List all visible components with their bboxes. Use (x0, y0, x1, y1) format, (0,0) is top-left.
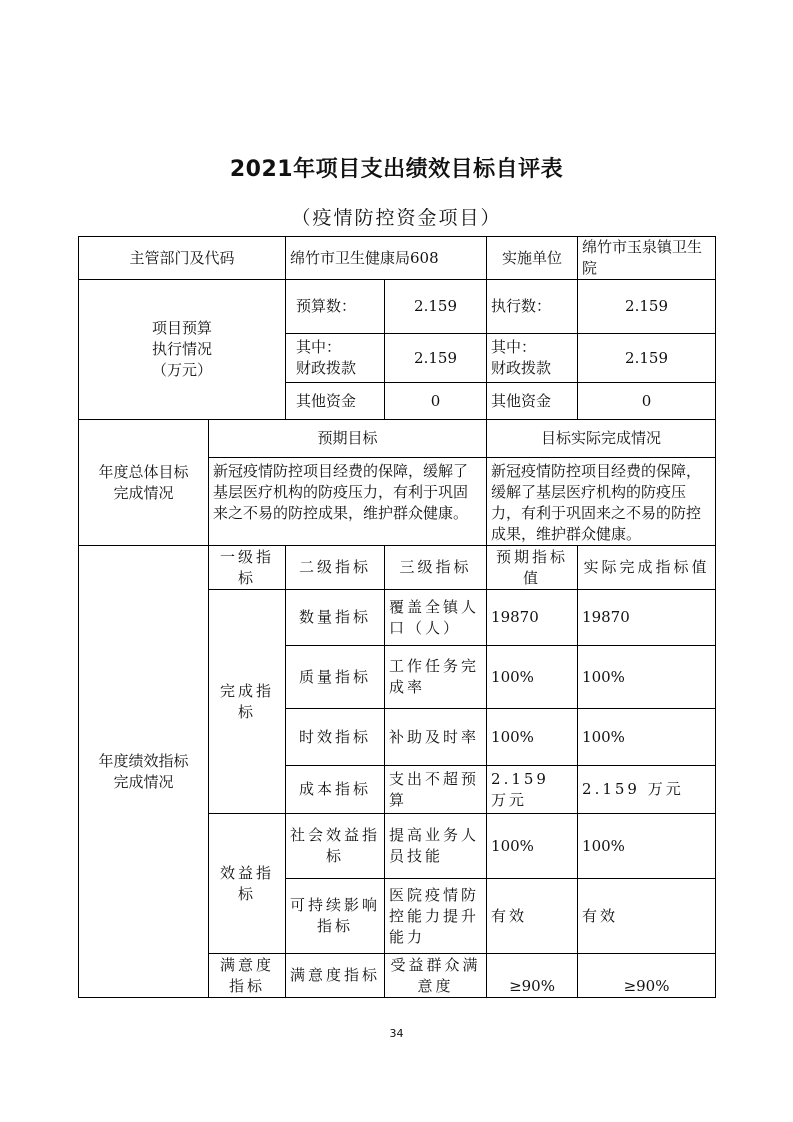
level3-cell: 工作任务完成率 (385, 646, 487, 709)
expected-cell: 有效 (487, 879, 578, 954)
fiscal-exec-label-line1: 其中： (491, 338, 537, 356)
other-exec-value: 0 (578, 383, 716, 420)
fiscal-exec-value: 2.159 (578, 334, 716, 383)
level3-cell: 支出不超预算 (385, 766, 487, 814)
expected-cell: 100% (487, 814, 578, 879)
annual-goal-label-line1: 年度总体目标 (98, 462, 189, 481)
annual-goal-label-line2: 完成情况 (113, 483, 174, 502)
group-satisfaction: 满意度指标 (209, 954, 286, 998)
budget-amount-label: 预算数： (286, 280, 385, 334)
expected-cell: 100% (487, 646, 578, 709)
header-expected: 预期指标值 (487, 546, 578, 590)
actual-cell: 2.159 万元 (578, 766, 716, 814)
level2-cell: 质量指标 (286, 646, 385, 709)
level2-cell: 成本指标 (286, 766, 385, 814)
expected-cell: 2.159 万元 (487, 766, 578, 814)
fiscal-budget-label (286, 334, 385, 383)
page-number: 34 (389, 1027, 404, 1040)
unit-value: 绵竹市玉泉镇卫生院 (578, 237, 716, 280)
header-level1: 一级指标 (209, 546, 286, 590)
level2-cell: 满意度指标 (286, 954, 385, 998)
level2-cell: 时效指标 (286, 709, 385, 766)
fiscal-exec-label (487, 334, 578, 383)
actual-cell: 19870 (578, 590, 716, 646)
table-row (79, 420, 716, 458)
dept-label: 主管部门及代码 (79, 237, 286, 280)
level3-cell: 覆盖全镇人口（人） (385, 590, 487, 646)
fiscal-exec-label-line2: 财政拨款 (491, 359, 552, 377)
exec-amount-label: 执行数： (487, 280, 578, 334)
level3-cell: 医院疫情防控能力提升能力 (385, 879, 487, 954)
actual-cell: 100% (578, 814, 716, 879)
exec-amount-value: 2.159 (578, 280, 716, 334)
group-completion: 完成指标 (209, 590, 286, 814)
actual-goal-header: 目标实际完成情况 (487, 420, 716, 458)
group-benefit: 效益指标 (209, 814, 286, 954)
level3-cell: 提高业务人员技能 (385, 814, 487, 879)
other-budget-value: 0 (385, 383, 487, 420)
page-title: 2021年项目支出绩效目标自评表 (229, 157, 564, 182)
table-row (79, 546, 716, 590)
indicators-label-line1: 年度绩效指标 (98, 751, 189, 770)
level2-cell: 可持续影响 指标 (286, 879, 385, 954)
expected-goal-text: 新冠疫情防控项目经费的保障，缓解了基层医疗机构的防疫压力，有利于巩固来之不易的防控成果，维护群众健康。 (209, 458, 487, 546)
fiscal-budget-value: 2.159 (385, 334, 487, 383)
level3-cell: 受益群众满意度 (385, 954, 487, 998)
indicators-label-line2: 完成情况 (113, 772, 174, 791)
page-subtitle: （疫情防控资金项目） (291, 207, 502, 229)
budget-label-line2: 执行情况 (152, 340, 213, 358)
other-exec-label: 其他资金 (487, 383, 578, 420)
fiscal-label-line2: 财政拨款 (296, 359, 357, 377)
budget-label-line3: （万元） (152, 361, 213, 379)
other-budget-label: 其他资金 (286, 383, 385, 420)
table-row (79, 280, 716, 334)
actual-cell: 100% (578, 646, 716, 709)
actual-cell: ≥90% (578, 954, 716, 998)
level2-cell: 社会效益指标 (286, 814, 385, 879)
expected-cell: ≥90% (487, 954, 578, 998)
header-actual: 实际完成指标值 (578, 546, 716, 590)
annual-goal-label (79, 420, 209, 546)
evaluation-table (78, 236, 716, 998)
budget-amount-value: 2.159 (385, 280, 487, 334)
header-level3: 三级指标 (385, 546, 487, 590)
expected-cell: 100% (487, 709, 578, 766)
actual-cell: 100% (578, 709, 716, 766)
header-level2: 二级指标 (286, 546, 385, 590)
table-row (79, 237, 716, 280)
indicators-label (79, 546, 209, 998)
expected-cell: 19870 (487, 590, 578, 646)
dept-value: 绵竹市卫生健康局608 (286, 237, 487, 280)
budget-label (79, 280, 286, 420)
level2-cell: 数量指标 (286, 590, 385, 646)
expected-goal-header: 预期目标 (209, 420, 487, 458)
level3-cell: 补助及时率 (385, 709, 487, 766)
actual-goal-text: 新冠疫情防控项目经费的保障，缓解了基层医疗机构的防疫压力，有利于巩固来之不易的防控成果，维护群众健康。 (487, 458, 716, 546)
budget-label-line1: 项目预算 (152, 319, 213, 337)
actual-cell: 有效 (578, 879, 716, 954)
fiscal-label-line1: 其中： (296, 338, 342, 356)
unit-label: 实施单位 (487, 237, 578, 280)
